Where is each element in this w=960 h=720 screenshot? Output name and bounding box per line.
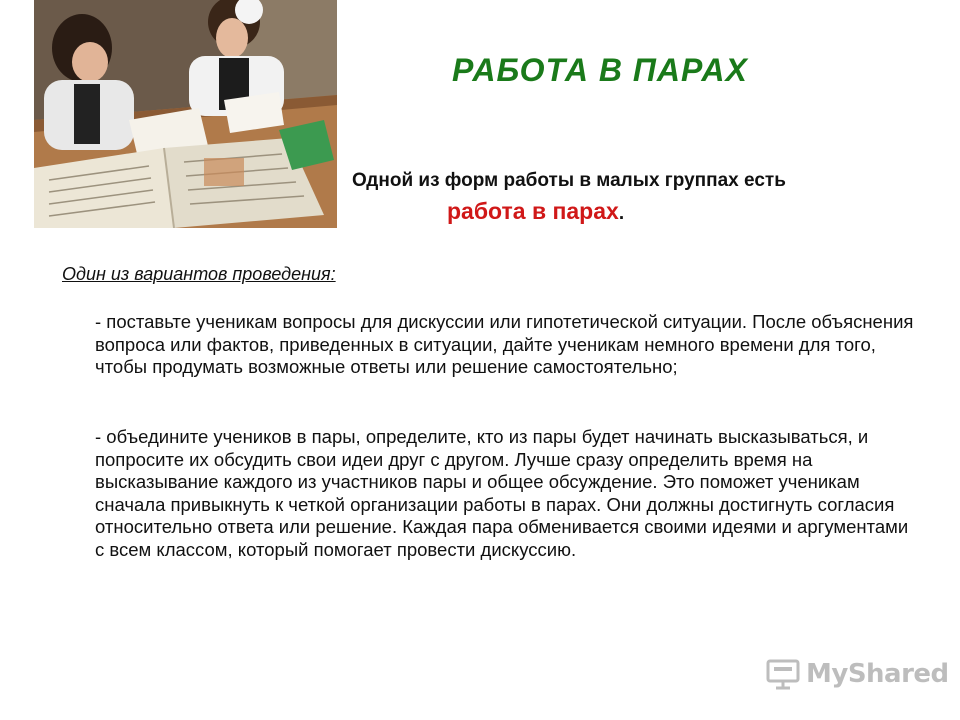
watermark [766,656,949,692]
paragraph-step-1: - поставьте ученикам вопросы для дискуссии или гипотетической ситуации. После объяснения вопроса или фактов, приведенных в ситуации, дайте ученикам немного времени для того, чтобы продумать возможные ответы или решение самостоятельно; [95,311,914,377]
watermark-text: MyShared [806,659,949,689]
presentation-board-icon [766,658,800,690]
subtitle: Один из вариантов проведения: [62,264,336,284]
highlight-text: работа в парах [447,198,619,224]
intro-text: Одной из форм работы в малых группах есть [352,170,786,191]
paragraph-step-2: - объедините учеников в пары, определите, кто из пары будет начинать высказываться, и попросите их обсудить свои идеи друг с другом. Лучше сразу определить время на высказывание каждого из участников пары и общее обсуждение. Это поможет ученикам сначала привыкнуть к четкой организации работы в парах. Они должны достигнуть согласия относительно ответа или решение. Каждая пара обменивается своими идеями и аргументами с всем классом, который помогает провести дискуссию. [95,426,909,560]
classroom-photo-image [34,0,337,228]
classroom-photo [34,0,337,228]
slide-title: РАБОТА В ПАРАХ [452,52,748,88]
highlight-period: . [618,203,625,224]
highlight-line [447,198,624,225]
